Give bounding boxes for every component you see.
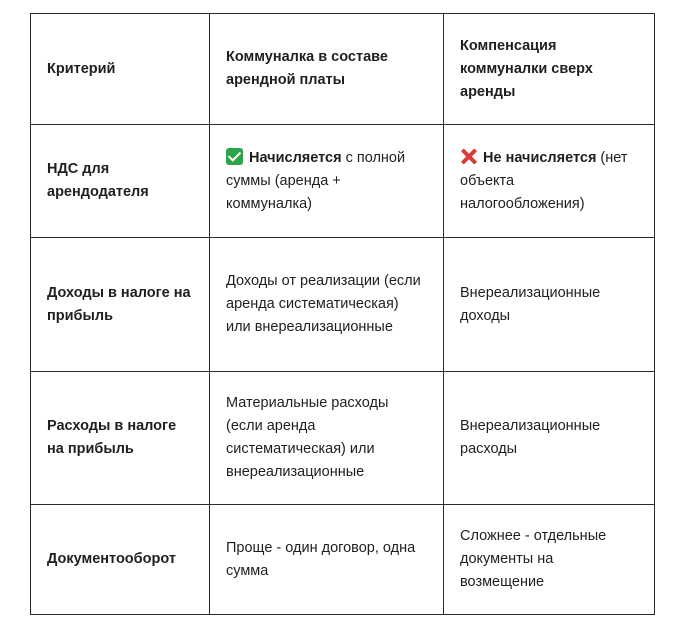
header-criterion-label: Критерий (47, 60, 116, 77)
header-cell-criterion (31, 14, 210, 125)
table-row-income (31, 238, 655, 372)
comparison-table (30, 13, 655, 615)
row-expenses-compensation: Внереализационные расходы (460, 418, 601, 457)
row-documents-compensation-cell (444, 505, 655, 615)
header-cell-in-rent (210, 14, 444, 125)
row-expenses-in-rent: Материальные расходы (если аренда систематическая) или внереализационные (226, 395, 389, 480)
row-vat-criterion-cell (31, 125, 210, 238)
row-vat-compensation-cell (444, 125, 655, 238)
header-compensation-label: Компенсация коммуналки сверх аренды (460, 37, 593, 100)
row-vat-compensation-rest: (нет объекта налогообложения) (460, 149, 628, 212)
row-vat-in-rent-strong: Начисляется (249, 149, 342, 166)
table-header-row (31, 14, 655, 125)
row-documents-criterion: Документооборот (47, 551, 176, 567)
table-row-expenses (31, 372, 655, 505)
row-documents-in-rent: Проще - один договор, одна сумма (226, 539, 416, 579)
row-income-in-rent: Доходы от реализации (если аренда систематическая) или внереализационные (226, 273, 421, 335)
row-income-criterion-cell (31, 238, 210, 372)
header-cell-compensation (444, 14, 655, 125)
row-income-compensation-cell (444, 238, 655, 372)
cross-icon (460, 148, 477, 165)
check-icon (226, 148, 243, 165)
table-row-vat (31, 125, 655, 238)
row-vat-compensation-strong: Не начисляется (483, 149, 597, 166)
table-row-documents (31, 505, 655, 615)
row-income-in-rent-cell (210, 238, 444, 372)
row-vat-in-rent-rest: с полной суммы (аренда + коммуналка) (226, 149, 406, 212)
row-expenses-in-rent-cell (210, 372, 444, 505)
row-expenses-criterion: Расходы в налоге на прибыль (47, 418, 177, 457)
row-vat-criterion: НДС для арендодателя (47, 161, 149, 200)
row-vat-in-rent (226, 147, 427, 216)
header-in-rent-label: Коммуналка в составе арендной платы (226, 49, 388, 88)
row-documents-in-rent-cell (210, 505, 444, 615)
row-expenses-criterion-cell (31, 372, 210, 505)
row-documents-criterion-cell (31, 505, 210, 615)
row-expenses-compensation-cell (444, 372, 655, 505)
row-vat-compensation (460, 147, 638, 216)
row-vat-in-rent-cell (210, 125, 444, 238)
row-income-criterion: Доходы в налоге на прибыль (47, 284, 191, 324)
row-documents-compensation: Сложнее - отдельные документы на возмещение (460, 528, 607, 590)
row-income-compensation: Внереализационные доходы (460, 284, 601, 324)
